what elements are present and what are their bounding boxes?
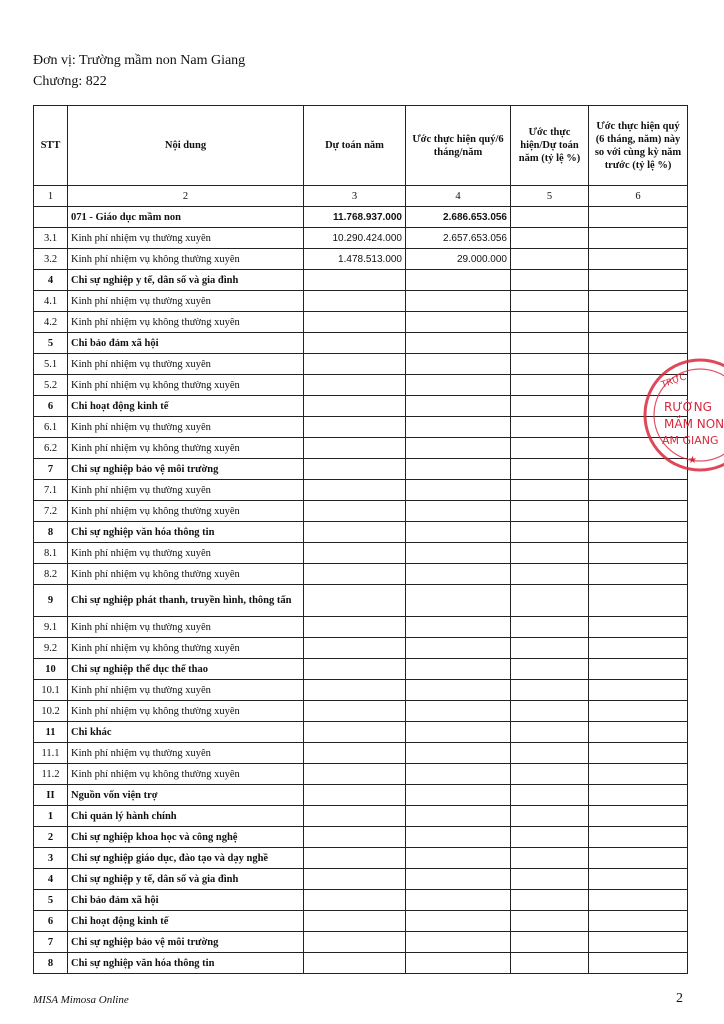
row-actual xyxy=(406,480,511,501)
row-estimate xyxy=(304,848,406,869)
table-row xyxy=(34,543,688,564)
row-estimate: 10.290.424.000 xyxy=(304,228,406,249)
col-number: 1 xyxy=(34,186,68,207)
row-content: Kinh phí nhiệm vụ thường xuyên xyxy=(68,480,304,501)
row-ratio xyxy=(511,543,589,564)
col-number: 5 xyxy=(511,186,589,207)
row-content: Chi sự nghiệp thể dục thể thao xyxy=(68,659,304,680)
row-actual xyxy=(406,438,511,459)
row-ratio xyxy=(511,585,589,617)
row-stt: 9.1 xyxy=(34,617,68,638)
row-compare xyxy=(589,911,688,932)
row-content: Nguồn vốn viện trợ xyxy=(68,785,304,806)
col-number: 4 xyxy=(406,186,511,207)
row-content: Chi sự nghiệp bảo vệ môi trường xyxy=(68,459,304,480)
table-row xyxy=(34,291,688,312)
row-estimate xyxy=(304,354,406,375)
row-stt: 5 xyxy=(34,333,68,354)
row-stt: 11 xyxy=(34,722,68,743)
table-row xyxy=(34,228,688,249)
row-compare xyxy=(589,501,688,522)
row-ratio xyxy=(511,354,589,375)
row-compare xyxy=(589,638,688,659)
col-number: 2 xyxy=(68,186,304,207)
row-ratio xyxy=(511,249,589,270)
row-ratio xyxy=(511,722,589,743)
row-content: Kinh phí nhiệm vụ thường xuyên xyxy=(68,354,304,375)
row-actual xyxy=(406,869,511,890)
row-content: Chi sự nghiệp y tế, dân số và gia đình xyxy=(68,869,304,890)
row-actual: 2.686.653.056 xyxy=(406,207,511,228)
row-ratio xyxy=(511,564,589,585)
col-header-actual: Ước thực hiện quý/6 tháng/năm xyxy=(406,106,511,186)
row-estimate xyxy=(304,333,406,354)
row-content: Kinh phí nhiệm vụ thường xuyên xyxy=(68,680,304,701)
row-actual xyxy=(406,333,511,354)
row-estimate xyxy=(304,932,406,953)
row-estimate xyxy=(304,890,406,911)
row-stt: 9 xyxy=(34,585,68,617)
row-estimate xyxy=(304,480,406,501)
col-header-ratio: Ước thực hiện/Dự toán năm (tỷ lệ %) xyxy=(511,106,589,186)
table-row xyxy=(34,806,688,827)
row-stt: 4 xyxy=(34,869,68,890)
row-compare xyxy=(589,848,688,869)
row-compare xyxy=(589,680,688,701)
row-estimate xyxy=(304,680,406,701)
table-row xyxy=(34,890,688,911)
row-stt: 5.1 xyxy=(34,354,68,375)
row-stt: 3.1 xyxy=(34,228,68,249)
row-actual xyxy=(406,270,511,291)
table-row xyxy=(34,722,688,743)
row-actual xyxy=(406,375,511,396)
row-actual xyxy=(406,459,511,480)
row-estimate xyxy=(304,564,406,585)
row-estimate xyxy=(304,585,406,617)
table-body xyxy=(34,207,688,974)
row-compare xyxy=(589,228,688,249)
row-ratio xyxy=(511,890,589,911)
row-compare xyxy=(589,890,688,911)
row-ratio xyxy=(511,701,589,722)
row-compare xyxy=(589,207,688,228)
row-estimate: 11.768.937.000 xyxy=(304,207,406,228)
row-content: Chi bảo đảm xã hội xyxy=(68,890,304,911)
row-ratio xyxy=(511,375,589,396)
table-row xyxy=(34,312,688,333)
row-content: Kinh phí nhiệm vụ không thường xuyên xyxy=(68,564,304,585)
row-estimate xyxy=(304,701,406,722)
row-actual xyxy=(406,764,511,785)
table-row xyxy=(34,375,688,396)
row-compare xyxy=(589,953,688,974)
row-ratio xyxy=(511,638,589,659)
row-stt xyxy=(34,207,68,228)
row-stt: 2 xyxy=(34,827,68,848)
row-estimate xyxy=(304,459,406,480)
row-compare xyxy=(589,480,688,501)
document-header xyxy=(33,50,245,92)
row-estimate xyxy=(304,659,406,680)
row-compare xyxy=(589,543,688,564)
row-actual xyxy=(406,291,511,312)
row-content: Kinh phí nhiệm vụ không thường xuyên xyxy=(68,312,304,333)
row-estimate xyxy=(304,911,406,932)
row-content: Kinh phí nhiệm vụ thường xuyên xyxy=(68,228,304,249)
row-estimate xyxy=(304,501,406,522)
col-header-estimate: Dự toán năm xyxy=(304,106,406,186)
row-stt: II xyxy=(34,785,68,806)
row-actual xyxy=(406,953,511,974)
table-row xyxy=(34,333,688,354)
row-actual xyxy=(406,617,511,638)
row-actual xyxy=(406,638,511,659)
row-actual xyxy=(406,785,511,806)
table-row xyxy=(34,827,688,848)
row-ratio xyxy=(511,764,589,785)
row-actual xyxy=(406,680,511,701)
row-estimate xyxy=(304,638,406,659)
row-stt: 10.2 xyxy=(34,701,68,722)
row-stt: 8.1 xyxy=(34,543,68,564)
school-seal-stamp xyxy=(640,355,724,475)
table-row xyxy=(34,438,688,459)
row-ratio xyxy=(511,207,589,228)
row-content: Kinh phí nhiệm vụ không thường xuyên xyxy=(68,764,304,785)
row-stt: 5 xyxy=(34,890,68,911)
row-content: 071 - Giáo dục mầm non xyxy=(68,207,304,228)
table-row xyxy=(34,869,688,890)
row-estimate xyxy=(304,375,406,396)
row-content: Chi bảo đảm xã hội xyxy=(68,333,304,354)
table-row xyxy=(34,207,688,228)
row-ratio xyxy=(511,911,589,932)
row-estimate xyxy=(304,764,406,785)
row-stt: 3 xyxy=(34,848,68,869)
row-stt: 10 xyxy=(34,659,68,680)
row-content: Kinh phí nhiệm vụ không thường xuyên xyxy=(68,375,304,396)
row-stt: 3.2 xyxy=(34,249,68,270)
row-content: Chi sự nghiệp khoa học và công nghệ xyxy=(68,827,304,848)
svg-text:TRỰC: TRỰC xyxy=(660,372,688,391)
row-compare xyxy=(589,806,688,827)
row-stt: 6 xyxy=(34,396,68,417)
row-content: Kinh phí nhiệm vụ thường xuyên xyxy=(68,617,304,638)
row-content: Chi sự nghiệp phát thanh, truyền hình, thông tấn xyxy=(68,585,304,617)
chapter-code: Chương: 822 xyxy=(33,74,107,89)
row-estimate xyxy=(304,953,406,974)
row-ratio xyxy=(511,953,589,974)
row-ratio xyxy=(511,438,589,459)
row-estimate xyxy=(304,438,406,459)
row-stt: 4.2 xyxy=(34,312,68,333)
table-row xyxy=(34,522,688,543)
row-ratio xyxy=(511,228,589,249)
row-content: Chi sự nghiệp văn hóa thông tin xyxy=(68,522,304,543)
row-ratio xyxy=(511,480,589,501)
row-compare xyxy=(589,785,688,806)
row-stt: 7.1 xyxy=(34,480,68,501)
row-estimate xyxy=(304,827,406,848)
row-stt: 8.2 xyxy=(34,564,68,585)
table-row xyxy=(34,617,688,638)
row-stt: 7 xyxy=(34,932,68,953)
row-content: Kinh phí nhiệm vụ thường xuyên xyxy=(68,417,304,438)
table-row xyxy=(34,743,688,764)
row-content: Kinh phí nhiệm vụ không thường xuyên xyxy=(68,638,304,659)
row-actual xyxy=(406,417,511,438)
row-ratio xyxy=(511,806,589,827)
row-content: Kinh phí nhiệm vụ thường xuyên xyxy=(68,743,304,764)
col-header-content: Nội dung xyxy=(68,106,304,186)
row-content: Kinh phí nhiệm vụ thường xuyên xyxy=(68,291,304,312)
row-ratio xyxy=(511,270,589,291)
row-content: Chi sự nghiệp văn hóa thông tin xyxy=(68,953,304,974)
row-ratio xyxy=(511,522,589,543)
row-ratio xyxy=(511,396,589,417)
row-stt: 6 xyxy=(34,911,68,932)
row-actual xyxy=(406,722,511,743)
row-stt: 5.2 xyxy=(34,375,68,396)
row-estimate xyxy=(304,270,406,291)
row-compare xyxy=(589,564,688,585)
row-ratio xyxy=(511,659,589,680)
row-actual xyxy=(406,354,511,375)
row-estimate: 1.478.513.000 xyxy=(304,249,406,270)
row-stt: 7 xyxy=(34,459,68,480)
row-stt: 6.1 xyxy=(34,417,68,438)
row-stt: 11.2 xyxy=(34,764,68,785)
row-estimate xyxy=(304,312,406,333)
row-actual xyxy=(406,743,511,764)
table-row xyxy=(34,396,688,417)
row-ratio xyxy=(511,827,589,848)
row-stt: 7.2 xyxy=(34,501,68,522)
row-compare xyxy=(589,585,688,617)
row-ratio xyxy=(511,312,589,333)
row-actual xyxy=(406,890,511,911)
row-content: Chi sự nghiệp bảo vệ môi trường xyxy=(68,932,304,953)
table-row xyxy=(34,848,688,869)
row-stt: 11.1 xyxy=(34,743,68,764)
table-row xyxy=(34,764,688,785)
row-actual xyxy=(406,827,511,848)
row-ratio xyxy=(511,617,589,638)
row-compare xyxy=(589,869,688,890)
row-estimate xyxy=(304,291,406,312)
row-ratio xyxy=(511,743,589,764)
row-stt: 10.1 xyxy=(34,680,68,701)
row-estimate xyxy=(304,785,406,806)
table-row xyxy=(34,459,688,480)
row-content: Kinh phí nhiệm vụ không thường xuyên xyxy=(68,249,304,270)
row-actual xyxy=(406,396,511,417)
row-estimate xyxy=(304,522,406,543)
row-compare xyxy=(589,291,688,312)
row-estimate xyxy=(304,396,406,417)
row-actual xyxy=(406,501,511,522)
svg-text:MẦM NON: MẦM NON xyxy=(664,417,724,431)
col-number: 3 xyxy=(304,186,406,207)
table-row xyxy=(34,417,688,438)
row-actual xyxy=(406,585,511,617)
row-content: Kinh phí nhiệm vụ không thường xuyên xyxy=(68,701,304,722)
row-actual: 29.000.000 xyxy=(406,249,511,270)
table-row xyxy=(34,249,688,270)
row-estimate xyxy=(304,617,406,638)
table-row xyxy=(34,564,688,585)
row-estimate xyxy=(304,743,406,764)
budget-table xyxy=(33,105,688,974)
table-row xyxy=(34,585,688,617)
row-actual xyxy=(406,522,511,543)
row-content: Chi quản lý hành chính xyxy=(68,806,304,827)
row-ratio xyxy=(511,501,589,522)
row-ratio xyxy=(511,869,589,890)
row-estimate xyxy=(304,417,406,438)
row-content: Chi hoạt động kinh tế xyxy=(68,396,304,417)
page-number: 2 xyxy=(676,991,683,1006)
row-ratio xyxy=(511,932,589,953)
row-content: Kinh phí nhiệm vụ không thường xuyên xyxy=(68,438,304,459)
table-row xyxy=(34,701,688,722)
row-content: Chi sự nghiệp y tế, dân số và gia đình xyxy=(68,270,304,291)
row-content: Chi sự nghiệp giáo dục, đào tạo và dạy nghề xyxy=(68,848,304,869)
table-row xyxy=(34,911,688,932)
row-estimate xyxy=(304,869,406,890)
row-stt: 6.2 xyxy=(34,438,68,459)
row-compare xyxy=(589,722,688,743)
row-ratio xyxy=(511,333,589,354)
row-actual xyxy=(406,543,511,564)
row-stt: 1 xyxy=(34,806,68,827)
row-content: Chi hoạt động kinh tế xyxy=(68,911,304,932)
row-ratio xyxy=(511,848,589,869)
table-row xyxy=(34,501,688,522)
svg-text:AM GIANG: AM GIANG xyxy=(662,434,719,447)
row-compare xyxy=(589,249,688,270)
row-content: Chi khác xyxy=(68,722,304,743)
col-header-compare: Ước thực hiện quý (6 tháng, năm) này so với cùng kỳ năm trước (tỷ lệ %) xyxy=(589,106,688,186)
row-actual xyxy=(406,806,511,827)
row-compare xyxy=(589,522,688,543)
row-ratio xyxy=(511,459,589,480)
row-compare xyxy=(589,270,688,291)
row-actual xyxy=(406,701,511,722)
table-row xyxy=(34,680,688,701)
row-actual xyxy=(406,848,511,869)
row-actual: 2.657.653.056 xyxy=(406,228,511,249)
row-compare xyxy=(589,827,688,848)
table-row xyxy=(34,932,688,953)
row-ratio xyxy=(511,680,589,701)
table-row xyxy=(34,480,688,501)
row-stt: 8 xyxy=(34,522,68,543)
row-stt: 4.1 xyxy=(34,291,68,312)
table-row xyxy=(34,638,688,659)
unit-name: Đơn vị: Trường mầm non Nam Giang xyxy=(33,53,246,68)
row-actual xyxy=(406,312,511,333)
row-compare xyxy=(589,743,688,764)
table-row xyxy=(34,354,688,375)
software-name: MISA Mimosa Online xyxy=(33,994,129,1006)
row-compare xyxy=(589,312,688,333)
row-compare xyxy=(589,764,688,785)
row-compare xyxy=(589,333,688,354)
row-stt: 9.2 xyxy=(34,638,68,659)
row-actual xyxy=(406,564,511,585)
row-compare xyxy=(589,932,688,953)
row-stt: 8 xyxy=(34,953,68,974)
row-actual xyxy=(406,659,511,680)
svg-text:RƯỜNG: RƯỜNG xyxy=(664,400,712,414)
row-content: Kinh phí nhiệm vụ thường xuyên xyxy=(68,543,304,564)
row-compare xyxy=(589,617,688,638)
col-header-stt: STT xyxy=(34,106,68,186)
table-header-row xyxy=(34,106,688,186)
table-row xyxy=(34,659,688,680)
row-ratio xyxy=(511,417,589,438)
row-estimate xyxy=(304,806,406,827)
row-ratio xyxy=(511,785,589,806)
table-row xyxy=(34,270,688,291)
row-estimate xyxy=(304,543,406,564)
row-content: Kinh phí nhiệm vụ không thường xuyên xyxy=(68,501,304,522)
row-compare xyxy=(589,659,688,680)
row-estimate xyxy=(304,722,406,743)
column-number-row xyxy=(34,186,688,207)
row-ratio xyxy=(511,291,589,312)
row-actual xyxy=(406,932,511,953)
table-row xyxy=(34,953,688,974)
row-compare xyxy=(589,701,688,722)
row-actual xyxy=(406,911,511,932)
svg-text:★: ★ xyxy=(688,455,697,466)
col-number: 6 xyxy=(589,186,688,207)
table-row xyxy=(34,785,688,806)
row-stt: 4 xyxy=(34,270,68,291)
